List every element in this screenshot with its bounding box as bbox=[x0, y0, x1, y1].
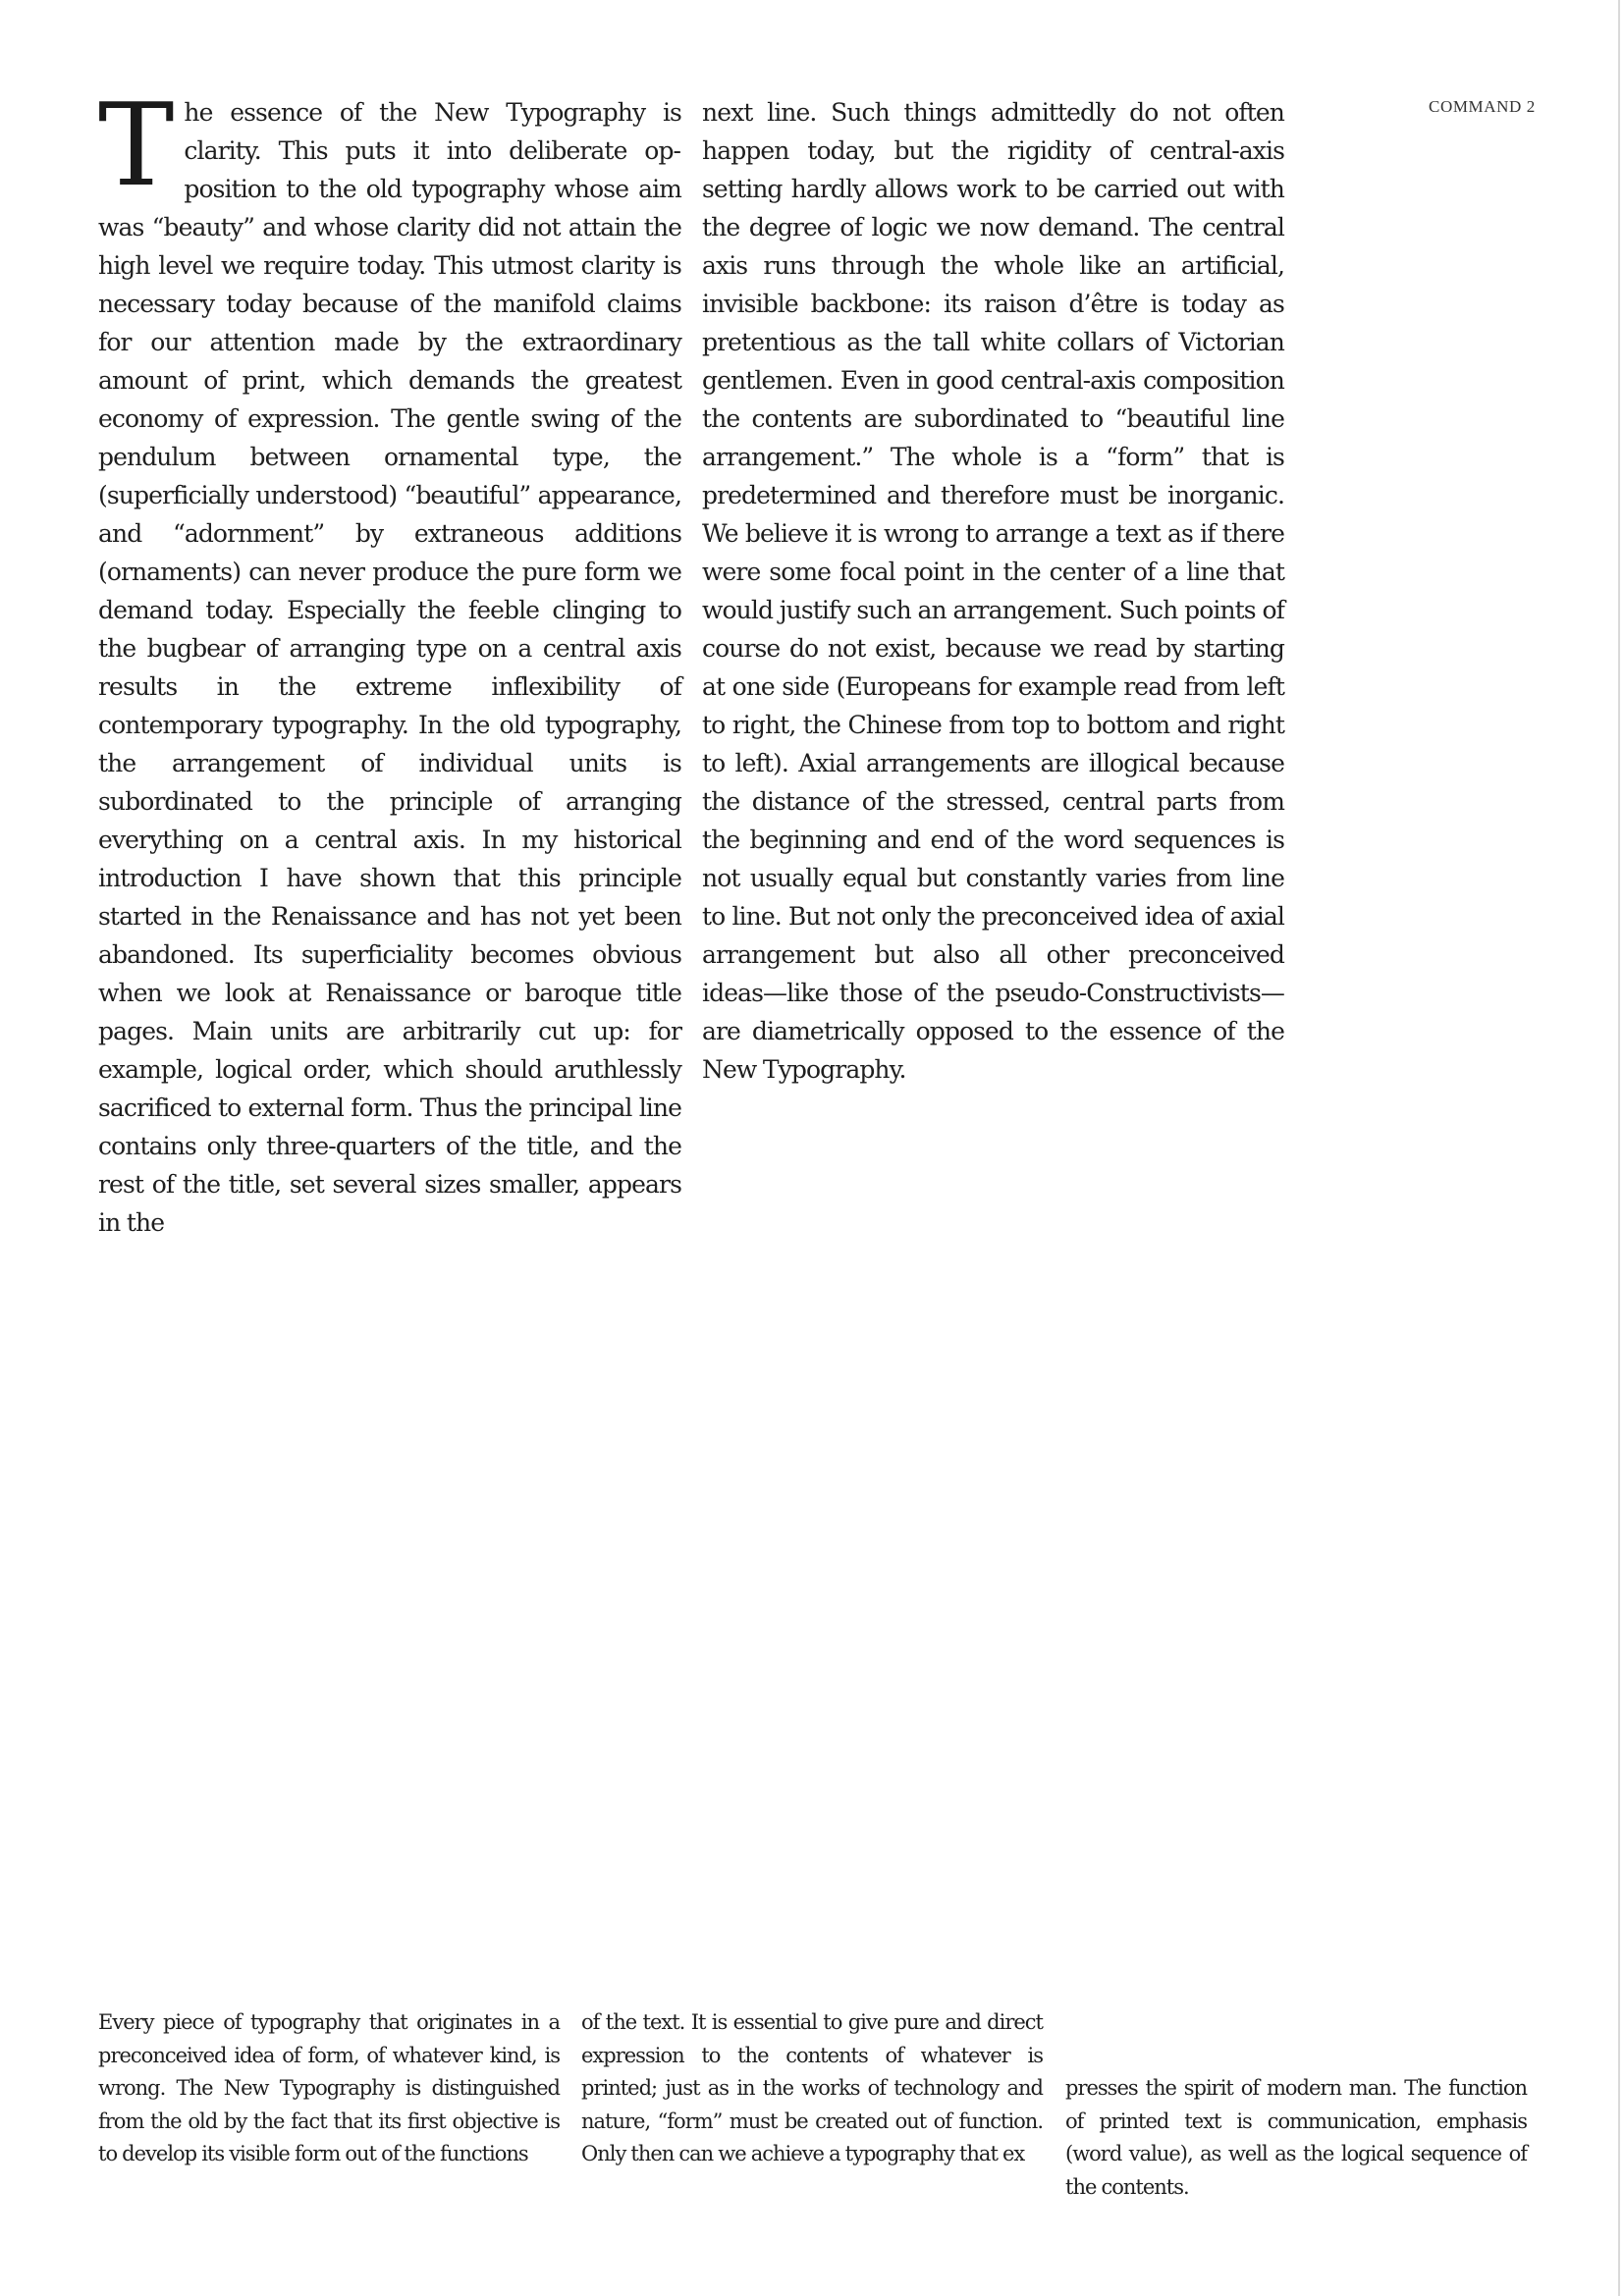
page-edge-rule bbox=[1618, 0, 1620, 2296]
footer-column-a: Every piece of typography that originates in a preconceived idea of form, of whatever kind, is wrong. The New Typography is distinguished from the old by the fact that its first objective is to develop its visible form out of the functions bbox=[98, 2010, 560, 2165]
running-head: COMMAND 2 bbox=[1429, 97, 1536, 116]
footer-column-b: of the text. It is essential to give pure and direct expression to the contents of whatever is printed; just as in the works of technology and nature, “form” must be created out of function. Only then can we achieve a typography that ex bbox=[581, 2010, 1043, 2165]
footer-column-c: presses the spirit of modern man. The function of printed text is communication, emphasis (word value), as well as the logical sequence of the contents. bbox=[1065, 2076, 1527, 2199]
article-column-1 bbox=[98, 80, 681, 1242]
dropcap-letter: T bbox=[98, 80, 175, 212]
article-column-2: next line. Such things admittedly do not often happen today, but the rigidity of central-axis setting hardly allows work to be carried out with the degree of logic we now demand. The central axis runs through the whole like an artificial, invisible backbone: its raison d’être is today as pretentious as the tall white collars of Victorian gentlemen. Even in good central-axis composition the contents are subordinated to “beautiful line arrangement.” The whole is a “form” that is predetermined and therefore must be inorganic. We believe it is wrong to arrange a text as if there were some focal point in the center of a line that would justify such an arrangement. Such points of course do not exist, because we read by starting at one side (Europeans for example read from left to right, the Chinese from top to bottom and right to left). Axial arrangements are illogical because the distance of the stressed, central parts from the beginning and end of the word sequences is not usually equal but constantly varies from line to line. But not only the preconceived idea of axial arrangement but also all other preconceived ideas—like those of the pseudo-Constructivists—are diametrically opposed to the essence of the New Typography. bbox=[702, 98, 1284, 1084]
article-column-1-text: he essence of the New Typography is clarity. This puts it into deliberate opposition to the old typography whose aim was “beauty” and whose clarity did not attain the high level we require today. This utmost clarity is necessary today because of the manifold claims for our attention made by the extraordinary amount of print, which demands the greatest economy of expression. The gentle swing of the pendulum between ornamental type, the (superficially understood) “beautiful” appearance, and “adornment” by extraneous additions (ornaments) can never produce the pure form we demand today. Especially the feeble clinging to the bugbear of arranging type on a central axis results in the extreme inflexibility of contemporary typography. In the old typography, the arrangement of individual units is subordinated to the principle of arranging everything on a central axis. In my historical introduction I have shown that this principle started in the Renaissance and has not yet been abandoned. Its superficiality becomes obvious when we look at Renaissance or baroque title pages. Main units are arbitrarily cut up: for example, logical order, which should aruthlessly sacrificed to external form. Thus the principal line contains only three-quarters of the title, and the rest of the title, set several sizes smaller, appears in the bbox=[98, 98, 681, 1237]
